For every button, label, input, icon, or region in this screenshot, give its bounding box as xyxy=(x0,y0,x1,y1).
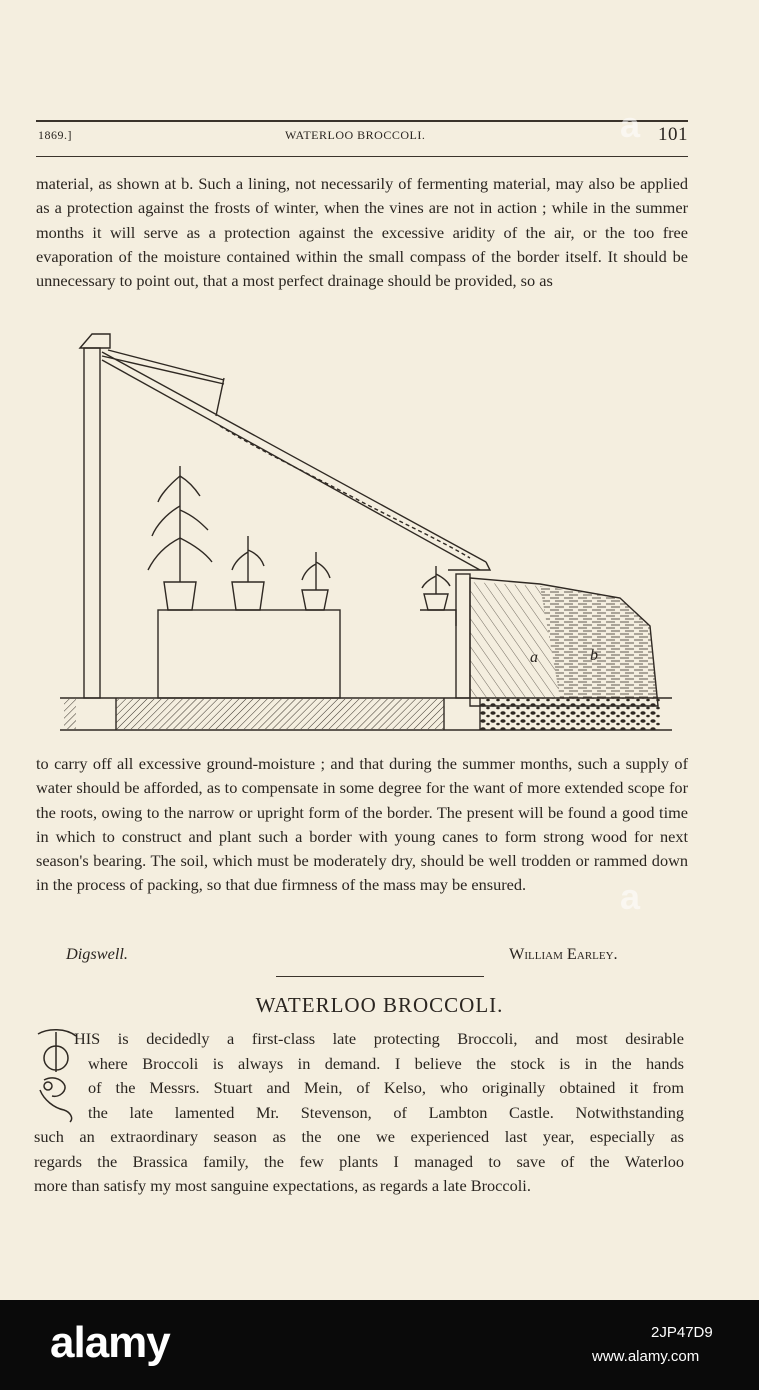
article-line-4: the late lamented Mr. Stevenson, of Lambton Castle. Notwithstanding xyxy=(88,1103,684,1122)
running-head-title: WATERLOO BROCCOLI. xyxy=(285,128,426,142)
paragraph-top xyxy=(36,172,688,293)
image-id: 2JP47D9 xyxy=(651,1324,713,1341)
signature-place: Digswell. xyxy=(66,944,128,963)
header-rule-bottom xyxy=(36,156,688,157)
vinery-border-illustration xyxy=(60,326,672,748)
running-head-year: 1869.] xyxy=(38,128,72,142)
article-line-6: regards the Brassica family, the few plants I managed to save of the Waterloo xyxy=(34,1152,684,1171)
article-line-3: of the Messrs. Stuart and Mein, of Kelso, who originally obtained it from xyxy=(88,1078,684,1097)
article-line-7: more than satisfy my most sanguine expectations, as regards a late Broccoli. xyxy=(34,1176,531,1195)
signature-author: William Earley. xyxy=(509,944,618,963)
article-line-2: where Broccoli is always in demand. I believe the stock is in the hands xyxy=(88,1054,684,1073)
ghost-watermark-top: a xyxy=(620,104,641,145)
ghost-watermark-middle: a xyxy=(620,876,641,917)
article-line-5: such an extraordinary season as the one we experienced last year, especially as xyxy=(34,1127,684,1146)
figure-label-a: a xyxy=(530,649,538,666)
paragraph-bottom-text: to carry off all excessive ground-moisture ; and that during the summer months, such a supply of water should be afforded, as to compensate in some degree for the want of more extended scope for the roots, owing to the narrow or upright form of the border. The present will be found a good time in which to construct and plant such a border with young canes to form strong wood for next season's bearing. The soil, which must be moderately dry, should be well trodden or rammed down in the process of packing, so that due firmness of the mass may be ensured. xyxy=(36,754,688,895)
article-title: WATERLOO BROCCOLI. xyxy=(255,993,504,1017)
watermark-url: www.alamy.com xyxy=(592,1348,700,1365)
paragraph-top-text: material, as shown at b. Such a lining, not necessarily of fermenting material, may also be applied as a protection against the frosts of winter, when the vines are not in action ; while in the summer months it will serve as a protection against the excessive aridity of the air, or the too free evaporation of the moisture contained within the small compass of the border itself. It should be unnecessary to point out, that a most perfect drainage should be provided, so as xyxy=(36,174,688,291)
paragraph-bottom xyxy=(36,752,688,898)
article-line-1: HIS is decidedly a first-class late protecting Broccoli, and most desirable xyxy=(74,1029,684,1048)
page-number: 101 xyxy=(658,124,688,145)
alamy-logo: alamy xyxy=(50,1318,170,1367)
ornamental-drop-cap xyxy=(34,1028,78,1124)
figure-label-b: b xyxy=(590,647,598,664)
header-rule-top xyxy=(36,120,688,122)
section-divider xyxy=(276,976,484,977)
